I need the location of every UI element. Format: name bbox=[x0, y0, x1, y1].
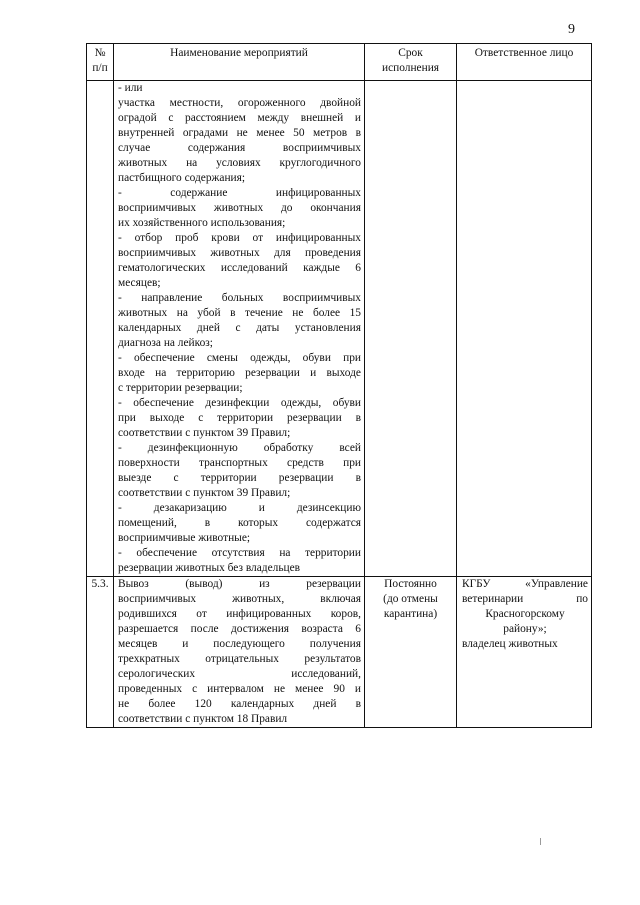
measure-text-line: - дезакаризацию и дезинсекцию bbox=[118, 502, 361, 514]
measure-text-line: - направление больных восприимчивых bbox=[118, 292, 361, 304]
row-53-num-cell bbox=[87, 577, 114, 728]
measure-text-line: поверхности транспортных средств при bbox=[118, 457, 361, 469]
measure-text-line: с территории резервации; bbox=[118, 382, 243, 394]
measure-text-line: случае содержания восприимчивых bbox=[118, 142, 361, 154]
responsible-text-line: КГБУ «Управление bbox=[462, 578, 588, 590]
measure-text-line: - дезинфекционную обработку всей bbox=[118, 442, 361, 454]
measure-text-line: - обеспечение отсутствия на территории bbox=[118, 547, 361, 559]
responsible-text-line: ветеринарии по bbox=[462, 593, 588, 605]
measure-text-line: восприимчивые животные; bbox=[118, 532, 251, 544]
measure-text-line: резервации животных без владельцев bbox=[118, 562, 301, 574]
measure-text-line: при выходе с территории резервации в bbox=[118, 412, 361, 424]
header-num-line: № bbox=[94, 47, 106, 59]
row-53-responsible-text bbox=[457, 577, 591, 652]
header-name bbox=[114, 44, 365, 81]
measure-text-line: - обеспечение дезинфекции одежды, обуви bbox=[118, 397, 361, 409]
continuation-num-cell bbox=[87, 81, 114, 577]
row-53-num: 5.3. bbox=[91, 578, 109, 590]
term-text-line: (до отмены bbox=[383, 593, 438, 605]
measure-text-line: восприимчивых животных, включая bbox=[118, 593, 361, 605]
measure-text-line: календарных дней с даты установления bbox=[118, 322, 361, 334]
measure-text-line: животных на условиях круглогодичного bbox=[118, 157, 361, 169]
measure-text-line: гематологических исследований каждые 6 bbox=[118, 262, 361, 274]
measure-text-line: помещений, в которых содержатся bbox=[118, 517, 361, 529]
table-header-row bbox=[87, 44, 592, 81]
row-53-name-text bbox=[114, 577, 364, 727]
measure-text-line: пастбищного содержания; bbox=[118, 172, 246, 184]
measure-text-line: проведенных с интервалом не менее 90 и bbox=[118, 683, 361, 695]
measure-text-line: их хозяйственного использования; bbox=[118, 217, 286, 229]
measure-text-line: выезде с территории резервации в bbox=[118, 472, 361, 484]
header-term bbox=[365, 44, 457, 81]
measure-text-line: животных на убой в течение не более 15 bbox=[118, 307, 361, 319]
continuation-term-cell bbox=[365, 81, 457, 577]
measure-text-line: восприимчивых животных до окончания bbox=[118, 202, 361, 214]
continuation-name-cell bbox=[114, 81, 365, 577]
header-responsible-line: Ответственное лицо bbox=[474, 47, 574, 59]
measure-text-line: трехкратных отрицательных результатов bbox=[118, 653, 361, 665]
header-term-line: исполнения bbox=[381, 62, 440, 74]
table-row bbox=[87, 81, 592, 577]
scan-mark bbox=[540, 838, 541, 845]
measure-text-line: внутренней оградами не менее 50 метров в bbox=[118, 127, 361, 139]
continuation-responsible-cell bbox=[457, 81, 592, 577]
header-num-line: п/п bbox=[92, 62, 108, 74]
measure-text-line: не более 120 календарных дней в bbox=[118, 698, 361, 710]
responsible-text-line: району»; bbox=[503, 623, 547, 635]
measures-table bbox=[86, 43, 592, 728]
page-number: 9 bbox=[568, 22, 575, 37]
measure-text-line: - или bbox=[118, 82, 143, 94]
measure-text-line: соответствии с пунктом 39 Правил; bbox=[118, 487, 291, 499]
header-term-line: Срок bbox=[398, 47, 423, 59]
table-row bbox=[87, 577, 592, 728]
row-53-term-text bbox=[365, 577, 456, 622]
measure-text-line: родившихся от инфицированных коров, bbox=[118, 608, 361, 620]
measure-text-line: Вывоз (вывод) из резервации bbox=[118, 578, 361, 590]
measure-text-line: восприимчивых животных для проведения bbox=[118, 247, 361, 259]
measure-text-line: - содержание инфицированных bbox=[118, 187, 361, 199]
measure-text-line: оградой с расстоянием между внешней и bbox=[118, 112, 361, 124]
measure-text-line: диагноза на лейкоз; bbox=[118, 337, 213, 349]
measure-text-line: входе на территорию резервации и выходе bbox=[118, 367, 361, 379]
row-53-term-cell bbox=[365, 577, 457, 728]
measure-text-line: соответствии с пунктом 39 Правил; bbox=[118, 427, 291, 439]
responsible-text-line: Красногорскому bbox=[485, 608, 565, 620]
row-53-responsible-cell bbox=[457, 577, 592, 728]
header-num bbox=[87, 44, 114, 81]
measure-text-line: месяцев; bbox=[118, 277, 161, 289]
term-text-line: карантина) bbox=[383, 608, 438, 620]
continuation-name-text bbox=[114, 81, 364, 576]
header-responsible bbox=[457, 44, 592, 81]
measure-text-line: месяцев и последующего получения bbox=[118, 638, 361, 650]
header-name-line: Наименование мероприятий bbox=[170, 47, 308, 59]
measure-text-line: - обеспечение смены одежды, обуви при bbox=[118, 352, 361, 364]
measure-text-line: участка местности, огороженного двойной bbox=[118, 97, 361, 109]
responsible-text-line: владелец животных bbox=[462, 638, 558, 650]
measure-text-line: разрешается после достижения возраста 6 bbox=[118, 623, 361, 635]
measure-text-line: соответствии с пунктом 18 Правил bbox=[118, 713, 288, 725]
measure-text-line: - отбор проб крови от инфицированных bbox=[118, 232, 361, 244]
term-text-line: Постоянно bbox=[384, 578, 437, 590]
row-53-name-cell bbox=[114, 577, 365, 728]
measure-text-line: серологических исследований, bbox=[118, 668, 361, 680]
